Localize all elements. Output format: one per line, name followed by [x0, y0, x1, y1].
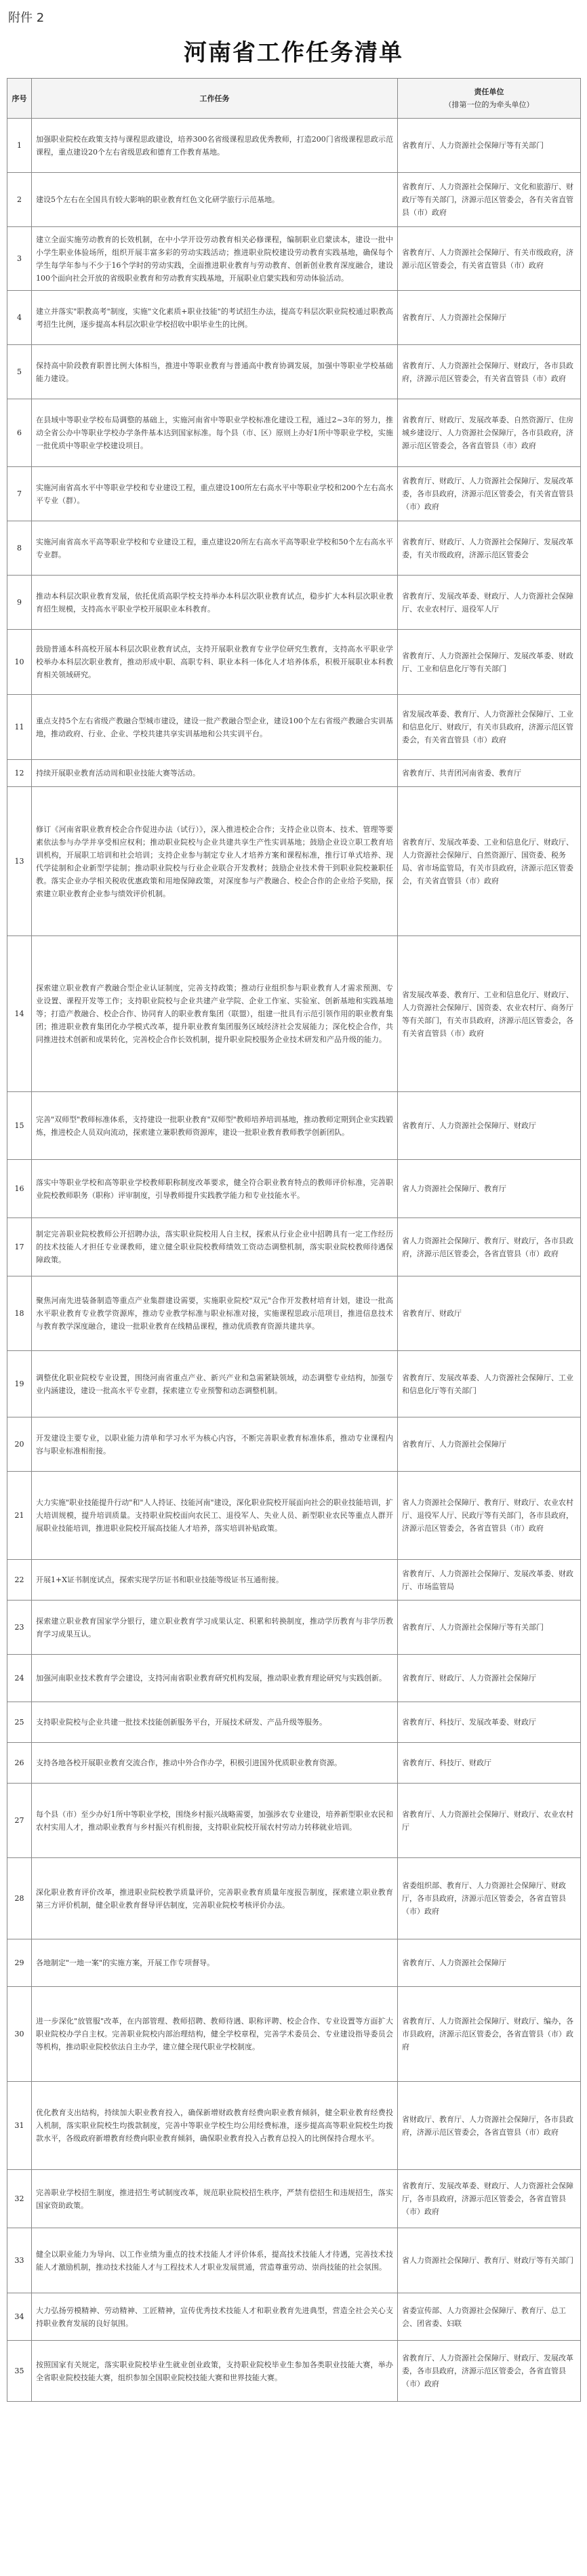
row-task: 加强职业院校在政策支持与课程思政建设，培养300名省级课程思政优秀教师，打造200门省级课程思政示范课程，重点建设20个左右省级思政和德育工作教育基地。 — [32, 119, 398, 173]
row-number: 1 — [7, 119, 32, 173]
row-number: 15 — [7, 1092, 32, 1160]
row-responsible-units: 省教育厅、财政厅、人力资源社会保障厅、发展改革委，各市县政府，济源示范区管委会，有关省直管县（市）政府 — [398, 467, 581, 521]
row-responsible-units: 省人力资源社会保障厅、教育厅、财政厅等有关部门 — [398, 2228, 581, 2293]
row-task: 完善"双师型"教师标准体系，支持建设一批职业教育"双师型"教师培养培训基地，推动教师定期到企业实践锻炼，推进校企人员双向流动，探索建立兼职教师资源库，建设一批职业教育教师教学创新团队。 — [32, 1092, 398, 1160]
table-row — [7, 1987, 581, 2082]
row-task: 支持职业院校与企业共建一批技术技能创新服务平台，开展技术研发、产品升级等服务。 — [32, 1702, 398, 1743]
table-header-row — [7, 79, 581, 119]
row-number: 10 — [7, 630, 32, 695]
row-responsible-units: 省委组织部、教育厅、人力资源社会保障厅、财政厅，各市县政府，济源示范区管委会，各省直管县（市）政府 — [398, 1858, 581, 1939]
row-number: 29 — [7, 1939, 32, 1987]
row-responsible-units: 省教育厅、人力资源社会保障厅等有关部门 — [398, 119, 581, 173]
row-responsible-units: 省教育厅、人力资源社会保障厅、财政厅 — [398, 1092, 581, 1160]
row-number: 6 — [7, 399, 32, 467]
row-responsible-units: 省教育厅、财政厅、发展改革委、自然资源厅、住房城乡建设厅、人力资源社会保障厅，各市县政府，济源示范区管委会，各省直管县（市）政府 — [398, 399, 581, 467]
row-number: 5 — [7, 345, 32, 399]
header-unit — [398, 79, 581, 119]
table-row — [7, 119, 581, 173]
row-number: 24 — [7, 1655, 32, 1702]
row-task: 探索建立职业教育产教融合型企业认证制度，完善支持政策；推动行业组织参与职业教育人才需求预测、专业设置、课程开发等工作；支持职业院校与企业共建产业学院、企业工作室、实验室、创新基地和实践基地等；打造产教融合、校企合作、协同育人的职业教育集团（联盟），组建一批具有示范引领作用的职业教育集团；推进职业教育集团化办学模式改革，提升职业教育集团服务区域经济社会发展能力；深化校企合作，共同推进技术创新和成果转化，完善校企合作长效机制，提升职业院校服务企业技术研发和产品升级的能力。 — [32, 936, 398, 1092]
row-number: 27 — [7, 1784, 32, 1858]
row-responsible-units: 省教育厅、人力资源社会保障厅、财政厅、发展改革委，各市县政府，济源示范区管委会，各省直管县（市）政府 — [398, 2341, 581, 2402]
table-row — [7, 2082, 581, 2170]
row-number: 2 — [7, 173, 32, 227]
table-row — [7, 1351, 581, 1417]
row-number: 26 — [7, 1743, 32, 1784]
table-row — [7, 1601, 581, 1655]
row-number: 14 — [7, 936, 32, 1092]
row-task: 支持各地各校开展职业教育交流合作，推动中外合作办学，积极引进国外优质职业教育资源。 — [32, 1743, 398, 1784]
table-row — [7, 1160, 581, 1218]
header-unit-label: 责任单位 — [474, 87, 504, 96]
row-task: 保持高中阶段教育职普比例大体相当，推进中等职业教育与普通高中教育协调发展，加强中等职业学校基础能力建设。 — [32, 345, 398, 399]
attachment-label: 附件 2 — [8, 11, 45, 25]
row-number: 3 — [7, 227, 32, 291]
row-number: 23 — [7, 1601, 32, 1655]
row-responsible-units: 省教育厅、人力资源社会保障厅、财政厅，各市县政府，济源示范区管委会，有关省直管县（市）政府 — [398, 345, 581, 399]
row-number: 20 — [7, 1417, 32, 1472]
row-responsible-units: 省教育厅、人力资源社会保障厅、发展改革委、财政厅、市场监管局 — [398, 1560, 581, 1601]
row-task: 大力实施"职业技能提升行动"和"人人持证、技能河南"建设，深化职业院校开展面向社会的职业技能培训，扩大培训规模，提升培训质量。支持职业院校面向农民工、退役军人、失业人员、新型职业农民等重点人群开展职业技能培训，推进职业院校开展高技能人才培养，落实培训补贴政策。 — [32, 1472, 398, 1560]
row-task: 重点支持5个左右省级产教融合型城市建设，建设一批产教融合型企业，建设100个左右省级产教融合实训基地，推动政府、行业、企业、学校共建共享实训基地和公共实训平台。 — [32, 695, 398, 760]
row-number: 19 — [7, 1351, 32, 1417]
table-row — [7, 760, 581, 787]
table-row — [7, 1472, 581, 1560]
row-task: 在县域中等职业学校布局调整的基础上，实施河南省中等职业学校标准化建设工程，通过2~3年的努力，推动全省公办中等职业学校办学条件基本达到国家标准。每个县（市、区）原则上办好1所中等职业学校，实施一批优质中等职业学校建设项目。 — [32, 399, 398, 467]
row-responsible-units: 省教育厅、财政厅 — [398, 1276, 581, 1351]
table-row — [7, 695, 581, 760]
row-number: 9 — [7, 576, 32, 630]
row-number: 16 — [7, 1160, 32, 1218]
row-number: 11 — [7, 695, 32, 760]
row-number: 22 — [7, 1560, 32, 1601]
table-row — [7, 2170, 581, 2228]
row-task: 聚焦河南先进装备制造等重点产业集群建设需要，实施职业院校"双元"合作开发教材培育计划，建设一批高水平职业教育专业教学资源库，推动专业教学标准与职业标准对接，实施课程思政示范项目，推进信息技术与教育教学深度融合，建设一批职业教育在线精品课程，推动优质教育资源共建共享。 — [32, 1276, 398, 1351]
row-number: 13 — [7, 787, 32, 936]
row-responsible-units: 省教育厅、科技厅、财政厅 — [398, 1743, 581, 1784]
row-responsible-units: 省教育厅、人力资源社会保障厅、财政厅、编办，各市县政府，济源示范区管委会，各省直管县（市）政府 — [398, 1987, 581, 2082]
table-row — [7, 630, 581, 695]
row-responsible-units: 省人力资源社会保障厅、教育厅 — [398, 1160, 581, 1218]
table-row — [7, 2228, 581, 2293]
row-responsible-units: 省教育厅、财政厅、人力资源社会保障厅、发展改革委，有关市级政府，济源示范区管委会 — [398, 521, 581, 576]
row-responsible-units: 省发展改革委、教育厅、工业和信息化厅、财政厅、人力资源社会保障厅、国资委、农业农村厅、商务厅等有关部门，有关市县政府，济源示范区管委会，各有关省直管县（市）政府 — [398, 936, 581, 1092]
row-number: 31 — [7, 2082, 32, 2170]
row-number: 35 — [7, 2341, 32, 2402]
table-row — [7, 467, 581, 521]
row-number: 34 — [7, 2293, 32, 2341]
row-task: 每个县（市）至少办好1所中等职业学校，围绕乡村振兴战略需要，加强涉农专业建设，培养新型职业农民和农村实用人才，推动职业教育与乡村振兴有机衔接，支持职业院校开展农村劳动力转移就业培训。 — [32, 1784, 398, 1858]
row-number: 18 — [7, 1276, 32, 1351]
table-row — [7, 576, 581, 630]
header-unit-sub: （排第一位的为牵头单位） — [444, 100, 534, 109]
row-responsible-units: 省教育厅、人力资源社会保障厅等有关部门 — [398, 1601, 581, 1655]
row-number: 17 — [7, 1218, 32, 1276]
table-row — [7, 1743, 581, 1784]
row-number: 12 — [7, 760, 32, 787]
row-responsible-units: 省教育厅、人力资源社会保障厅、财政厅、农业农村厅 — [398, 1784, 581, 1858]
task-table — [7, 78, 581, 2402]
table-row — [7, 1702, 581, 1743]
row-responsible-units: 省教育厅、科技厅、发展改革委、财政厅 — [398, 1702, 581, 1743]
row-responsible-units: 省教育厅、人力资源社会保障厅、有关市级政府，济源示范区管委会，有关省直管县（市）政府 — [398, 227, 581, 291]
table-row — [7, 1784, 581, 1858]
row-number: 4 — [7, 291, 32, 345]
row-responsible-units: 省教育厅、人力资源社会保障厅 — [398, 1417, 581, 1472]
table-row — [7, 1858, 581, 1939]
row-task: 鼓励普通本科高校开展本科层次职业教育试点，支持开展职业教育专业学位研究生教育，支持高水平职业学校举办本科层次职业教育，推动形成中职、高职专科、职业本科一体化人才培养体系，积极开展职业本科教育相关领域研究。 — [32, 630, 398, 695]
row-task: 进一步深化"放管服"改革，在内部管理、教师招聘、教师待遇、职称评聘、校企合作、专业设置等方面扩大职业院校办学自主权。完善职业院校内部治理结构，健全学校章程，完善学术委员会、专业建设指导委员会等机构，推动职业院校依法自主办学，建立健全现代职业学校制度。 — [32, 1987, 398, 2082]
row-responsible-units: 省教育厅、发展改革委、财政厅、人力资源社会保障厅，各市县政府，济源示范区管委会，各省直管县（市）政府 — [398, 2170, 581, 2228]
row-task: 实施河南省高水平高等职业学校和专业建设工程，重点建设20所左右高水平高等职业学校和50个左右高水平专业群。 — [32, 521, 398, 576]
table-row — [7, 1655, 581, 1702]
table-row — [7, 1560, 581, 1601]
row-task: 制定完善职业院校教师公开招聘办法，落实职业院校用人自主权，探索从行业企业中招聘具有一定工作经历的技术技能人才担任专业课教师，建立健全职业院校教师绩效工资动态调整机制，落实职业院校教师待遇保障政策。 — [32, 1218, 398, 1276]
row-responsible-units: 省委宣传部、人力资源社会保障厅、教育厅、总工会、团省委、妇联 — [398, 2293, 581, 2341]
row-responsible-units: 省教育厅、人力资源社会保障厅 — [398, 291, 581, 345]
row-task: 落实中等职业学校和高等职业学校教师职称制度改革要求，健全符合职业教育特点的教师评价标准，完善职业院校教师职务（职称）评审制度，引导教师提升实践教学能力和专业技能水平。 — [32, 1160, 398, 1218]
table-row — [7, 521, 581, 576]
table-row — [7, 1939, 581, 1987]
row-responsible-units: 省教育厅、人力资源社会保障厅、文化和旅游厅、财政厅等有关部门，济源示范区管委会，各有关省直管县（市）政府 — [398, 173, 581, 227]
row-task: 优化教育支出结构，持续加大职业教育投入，确保新增财政教育经费向职业教育倾斜，健全职业教育经费投入机制，落实职业院校生均拨款制度，完善中等职业学校生均公用经费标准，逐步提高高等职业院校生均拨款水平，各级政府新增教育经费向职业教育倾斜，确保职业教育投入占教育总投入的比例保持合理水平。 — [32, 2082, 398, 2170]
header-task: 工作任务 — [32, 79, 398, 119]
table-row — [7, 1276, 581, 1351]
row-task: 开发建设主要专业，以职业能力清单和学习水平为核心内容，不断完善职业教育标准体系，推动专业课程内容与职业标准相衔接。 — [32, 1417, 398, 1472]
row-task: 建设5个左右在全国具有较大影响的职业教育红色文化研学旅行示范基地。 — [32, 173, 398, 227]
row-responsible-units: 省教育厅、发展改革委、财政厅、人力资源社会保障厅、农业农村厅、退役军人厅 — [398, 576, 581, 630]
row-responsible-units: 省人力资源社会保障厅、教育厅、财政厅、农业农村厅、退役军人厅、民政厅等有关部门，各市县政府，济源示范区管委会，各省直管县（市）政府 — [398, 1472, 581, 1560]
row-task: 建立全面实施劳动教育的长效机制，在中小学开设劳动教育相关必修课程，编制职业启蒙读本，建设一批中小学生职业体验场所，组织开展丰富多彩的劳动实践活动；推进职业院校建设劳动教育实践基地，确保每个学生每学年参与不少于16个学时的劳动实践，全面推进职业教育与劳动教育、创新创业教育深度融合，建设100个面向社会开放的省级职业教育和劳动教育实践基地，开展职业启蒙实践和劳动体验活动。 — [32, 227, 398, 291]
row-task: 健全以职业能力为导向、以工作业绩为重点的技术技能人才评价体系，提高技术技能人才待遇，完善技术技能人才激励机制，推动技术技能人才与工程技术人才职业发展贯通，营造尊重劳动、崇尚技能的社会氛围。 — [32, 2228, 398, 2293]
table-row — [7, 936, 581, 1092]
row-task: 调整优化职业院校专业设置，围绕河南省重点产业、新兴产业和急需紧缺领域，动态调整专业结构，加强专业内涵建设，建设一批高水平专业群，探索建立专业预警和动态调整机制。 — [32, 1351, 398, 1417]
row-number: 28 — [7, 1858, 32, 1939]
table-body — [7, 119, 581, 2402]
row-task: 大力弘扬劳模精神、劳动精神、工匠精神，宣传优秀技术技能人才和职业教育先进典型，营造全社会关心支持职业教育发展的良好氛围。 — [32, 2293, 398, 2341]
row-responsible-units: 省教育厅、发展改革委、工业和信息化厅、财政厅、人力资源社会保障厅、自然资源厅、国资委、税务局、省市场监管局，有关市县政府，济源示范区管委会，有关省直管县（市）政府 — [398, 787, 581, 936]
row-task: 开展1+X证书制度试点，探索实现学历证书和职业技能等级证书互通衔接。 — [32, 1560, 398, 1601]
row-responsible-units: 省人力资源社会保障厅、教育厅、财政厅，各市县政府，济源示范区管委会，各省直管县（市）政府 — [398, 1218, 581, 1276]
row-responsible-units: 省发展改革委、教育厅、人力资源社会保障厅、工业和信息化厅、财政厅，有关市县政府，济源示范区管委会，有关省直管县（市）政府 — [398, 695, 581, 760]
table-row — [7, 1417, 581, 1472]
row-task: 完善职业学校招生制度，推进招生考试制度改革，规范职业院校招生秩序，严禁有偿招生和违规招生，落实国家资助政策。 — [32, 2170, 398, 2228]
table-row — [7, 2341, 581, 2402]
row-task: 探索建立职业教育国家学分银行，建立职业教育学习成果认定、积累和转换制度，推动学历教育与非学历教育学习成果互认。 — [32, 1601, 398, 1655]
row-task: 加强河南职业技术教育学会建设，支持河南省职业教育研究机构发展，推动职业教育理论研究与实践创新。 — [32, 1655, 398, 1702]
row-task: 建立并落实"职教高考"制度，实施"文化素质+职业技能"的考试招生办法，提高专科层次职业院校通过职教高考招生比例，逐步提高本科层次职业学校招收中职毕业生的比例。 — [32, 291, 398, 345]
table-row — [7, 291, 581, 345]
header-no: 序号 — [7, 79, 32, 119]
table-row — [7, 2293, 581, 2341]
row-task: 持续开展职业教育活动周和职业技能大赛等活动。 — [32, 760, 398, 787]
row-number: 33 — [7, 2228, 32, 2293]
row-responsible-units: 省教育厅、发展改革委、人力资源社会保障厅、工业和信息化厅等有关部门 — [398, 1351, 581, 1417]
document-title: 河南省工作任务清单 — [184, 39, 403, 66]
table-row — [7, 227, 581, 291]
row-responsible-units: 省教育厅、财政厅、人力资源社会保障厅 — [398, 1655, 581, 1702]
row-number: 30 — [7, 1987, 32, 2082]
row-number: 32 — [7, 2170, 32, 2228]
row-task: 修订《河南省职业教育校企合作促进办法（试行）》，深入推进校企合作；支持企业以资本、技术、管理等要素依法参与办学并享受相应权利；推动职业院校与企业共建共享生产性实训基地；鼓励企业设立职工教育培训机构，开展职工培训和社会培训；支持企业参与制定专业人才培养方案和课程标准，推行订单式培养、现代学徒制和企业新型学徒制；推动职业院校与行业企业联合开发教材；鼓励企业技术骨干到职业院校兼职任教。落实企业办学相关税收优惠政策和用地保障政策，对深度参与产教融合、校企合作的企业给予奖励，探索建立职业教育企业参与绩效评价机制。 — [32, 787, 398, 936]
row-task: 各地制定"一地一案"的实施方案，开展工作专项督导。 — [32, 1939, 398, 1987]
row-task: 深化职业教育评价改革，推进职业院校教学质量评价，完善职业教育质量年度报告制度，探索建立职业教育第三方评价机制，健全职业教育督导评估制度，完善职业院校考核评价办法。 — [32, 1858, 398, 1939]
row-number: 8 — [7, 521, 32, 576]
row-number: 7 — [7, 467, 32, 521]
row-task: 按照国家有关规定，落实职业院校毕业生就业创业政策，支持职业院校毕业生参加各类职业技能大赛，举办全省职业院校技能大赛，组织参加全国职业院校技能大赛和世界技能大赛。 — [32, 2341, 398, 2402]
row-responsible-units: 省财政厅、教育厅、人力资源社会保障厅，各市县政府，济源示范区管委会，各省直管县（市）政府 — [398, 2082, 581, 2170]
row-number: 25 — [7, 1702, 32, 1743]
table-row — [7, 345, 581, 399]
table-row — [7, 399, 581, 467]
table-row — [7, 787, 581, 936]
row-task: 推动本科层次职业教育发展，依托优质高职学校支持举办本科层次职业教育试点，稳步扩大本科层次职业教育招生规模，支持高水平职业学校开展职业本科教育。 — [32, 576, 398, 630]
table-row — [7, 173, 581, 227]
row-responsible-units: 省教育厅、人力资源社会保障厅、发展改革委、财政厅、工业和信息化厅等有关部门 — [398, 630, 581, 695]
row-responsible-units: 省教育厅、人力资源社会保障厅 — [398, 1939, 581, 1987]
row-task: 实施河南省高水平中等职业学校和专业建设工程，重点建设100所左右高水平中等职业学校和200个左右高水平专业（群）。 — [32, 467, 398, 521]
table-row — [7, 1218, 581, 1276]
row-responsible-units: 省教育厅、共青团河南省委、教育厅 — [398, 760, 581, 787]
row-number: 21 — [7, 1472, 32, 1560]
table-row — [7, 1092, 581, 1160]
